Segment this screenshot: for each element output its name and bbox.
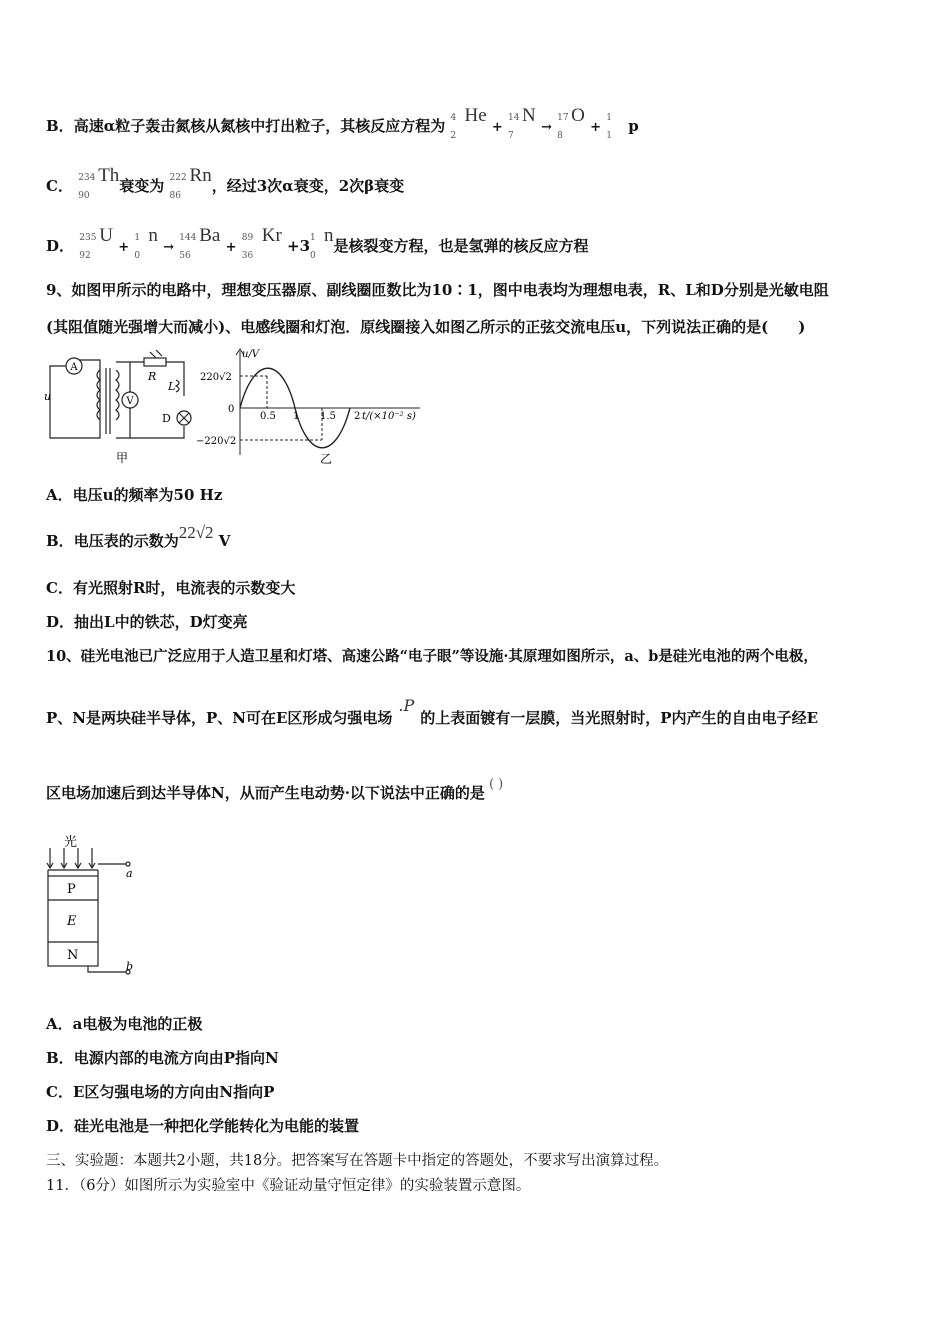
q9-option-b: B．电压表的示数为22√2 V	[46, 523, 231, 550]
nuclide-ba: 144 56 Ba	[179, 225, 221, 261]
svg-text:0: 0	[228, 404, 235, 415]
q9-option-d: D．抽出L中的铁芯，D灯变亮	[46, 613, 248, 631]
terminal-a-icon	[126, 862, 130, 866]
svg-text:L: L	[168, 380, 176, 393]
svg-text:0.5: 0.5	[260, 411, 276, 422]
q10-option-c: C．E区匀强电场的方向由N指向P	[46, 1083, 275, 1101]
nuclide-neutron: 1 0 n	[134, 225, 158, 261]
q9-option-a: A．电压u的频率为50 Hz	[46, 486, 223, 504]
svg-text:V: V	[126, 396, 134, 407]
nuclide-n: 14 7 N	[508, 105, 536, 141]
nuclide-p: 1 1	[606, 113, 612, 141]
option-text: 高速α粒子轰击氮核从氮核中打出粒子，其核反应方程为	[73, 117, 446, 135]
svg-text:1: 1	[293, 411, 300, 422]
svg-text:u/V: u/V	[242, 349, 260, 360]
svg-text:b: b	[126, 960, 134, 973]
nuclide-neutron-2: 1 0 n	[310, 225, 334, 261]
q11-text: 11．（6分）如图所示为实验室中《验证动量守恒定律》的实验装置示意图。	[46, 1178, 531, 1194]
svg-text:E: E	[67, 914, 77, 929]
inductor-icon	[176, 380, 179, 392]
nuclide-rn: 222 86 Rn	[169, 165, 212, 201]
svg-text:P: P	[67, 882, 76, 897]
q10-option-d: D．硅光电池是一种把化学能转化为电能的装置	[46, 1117, 360, 1135]
svg-text:1.5: 1.5	[320, 411, 336, 422]
svg-text:D: D	[162, 412, 171, 425]
svg-text:a: a	[126, 867, 133, 880]
q8-option-c: C． 234 90 Th衰变为 222 86 Rn，经过3次α衰变，2次β衰变	[46, 165, 405, 201]
svg-text:−220√2: −220√2	[196, 436, 237, 447]
svg-text:220√2: 220√2	[200, 372, 232, 383]
svg-text:A: A	[70, 362, 78, 373]
nuclide-he: 4 2 He	[450, 105, 487, 141]
q10-line2: P、N是两块硅半导体，P、N可在E区形成匀强电场.P的上表面镀有一层膜，当光照射时，P内产生的自由电子经E	[46, 696, 818, 727]
q8-option-b: B．高速α粒子轰击氮核从氮核中打出粒子，其核反应方程为 4 2 He + 14 7 N → 17 8 O + 1 1 p	[46, 105, 639, 141]
svg-text:R: R	[148, 370, 157, 383]
nuclide-kr: 89 36 Kr	[241, 225, 282, 261]
svg-text:乙: 乙	[320, 452, 333, 466]
figure-photocell	[40, 830, 150, 980]
option-label: B．	[46, 117, 74, 135]
svg-text:u: u	[44, 390, 52, 403]
svg-text:甲: 甲	[116, 451, 129, 465]
nuclide-th: 234 90 Th	[78, 165, 120, 201]
svg-text:N: N	[67, 948, 79, 963]
svg-text:光: 光	[64, 835, 78, 850]
q9-line1: 9、如图甲所示的电路中，理想变压器原、副线圈匝数比为10∶1，图中电表均为理想电表，R、L和D分别是光敏电阻	[46, 281, 829, 299]
resistor-icon	[144, 358, 166, 366]
q10-line1: 10、硅光电池已广泛应用于人造卫星和灯塔、高速公路“电子眼”等设施·其原理如图所示，a、b是硅光电池的两个电极，	[46, 648, 818, 665]
svg-text:t/(×10⁻² s): t/(×10⁻² s)	[362, 411, 416, 422]
figure-voltage-graph	[196, 345, 428, 470]
nuclide-u: 235 92 U	[79, 225, 113, 261]
svg-text:2: 2	[354, 411, 361, 422]
q9-option-c: C．有光照射R时，电流表的示数变大	[46, 579, 296, 597]
figure-circuit	[44, 350, 204, 470]
nuclide-o: 17 8 O	[557, 105, 585, 141]
q10-line3: 区电场加速后到达半导体N，从而产生电动势·以下说法中正确的是 ( )	[46, 777, 504, 802]
section3-heading: 三、实验题：本题共2小题，共18分。把答案写在答题卡中指定的答题处，不要求写出演算过程。	[46, 1153, 669, 1169]
q9-line2: (其阻值随光强增大而减小)、电感线圈和灯泡．原线圈接入如图乙所示的正弦交流电压u，下列说法正确的是( )	[46, 318, 806, 336]
q10-option-b: B．电源内部的电流方向由P指向N	[46, 1049, 279, 1067]
q10-option-a: A．a电极为电池的正极	[46, 1015, 203, 1033]
q8-option-d: D． 235 92 U + 1 0 n → 144 56 Ba + 89 36 Kr +3 1 0 n是核裂变方程，也是氢弹的核反应方程	[46, 225, 589, 261]
